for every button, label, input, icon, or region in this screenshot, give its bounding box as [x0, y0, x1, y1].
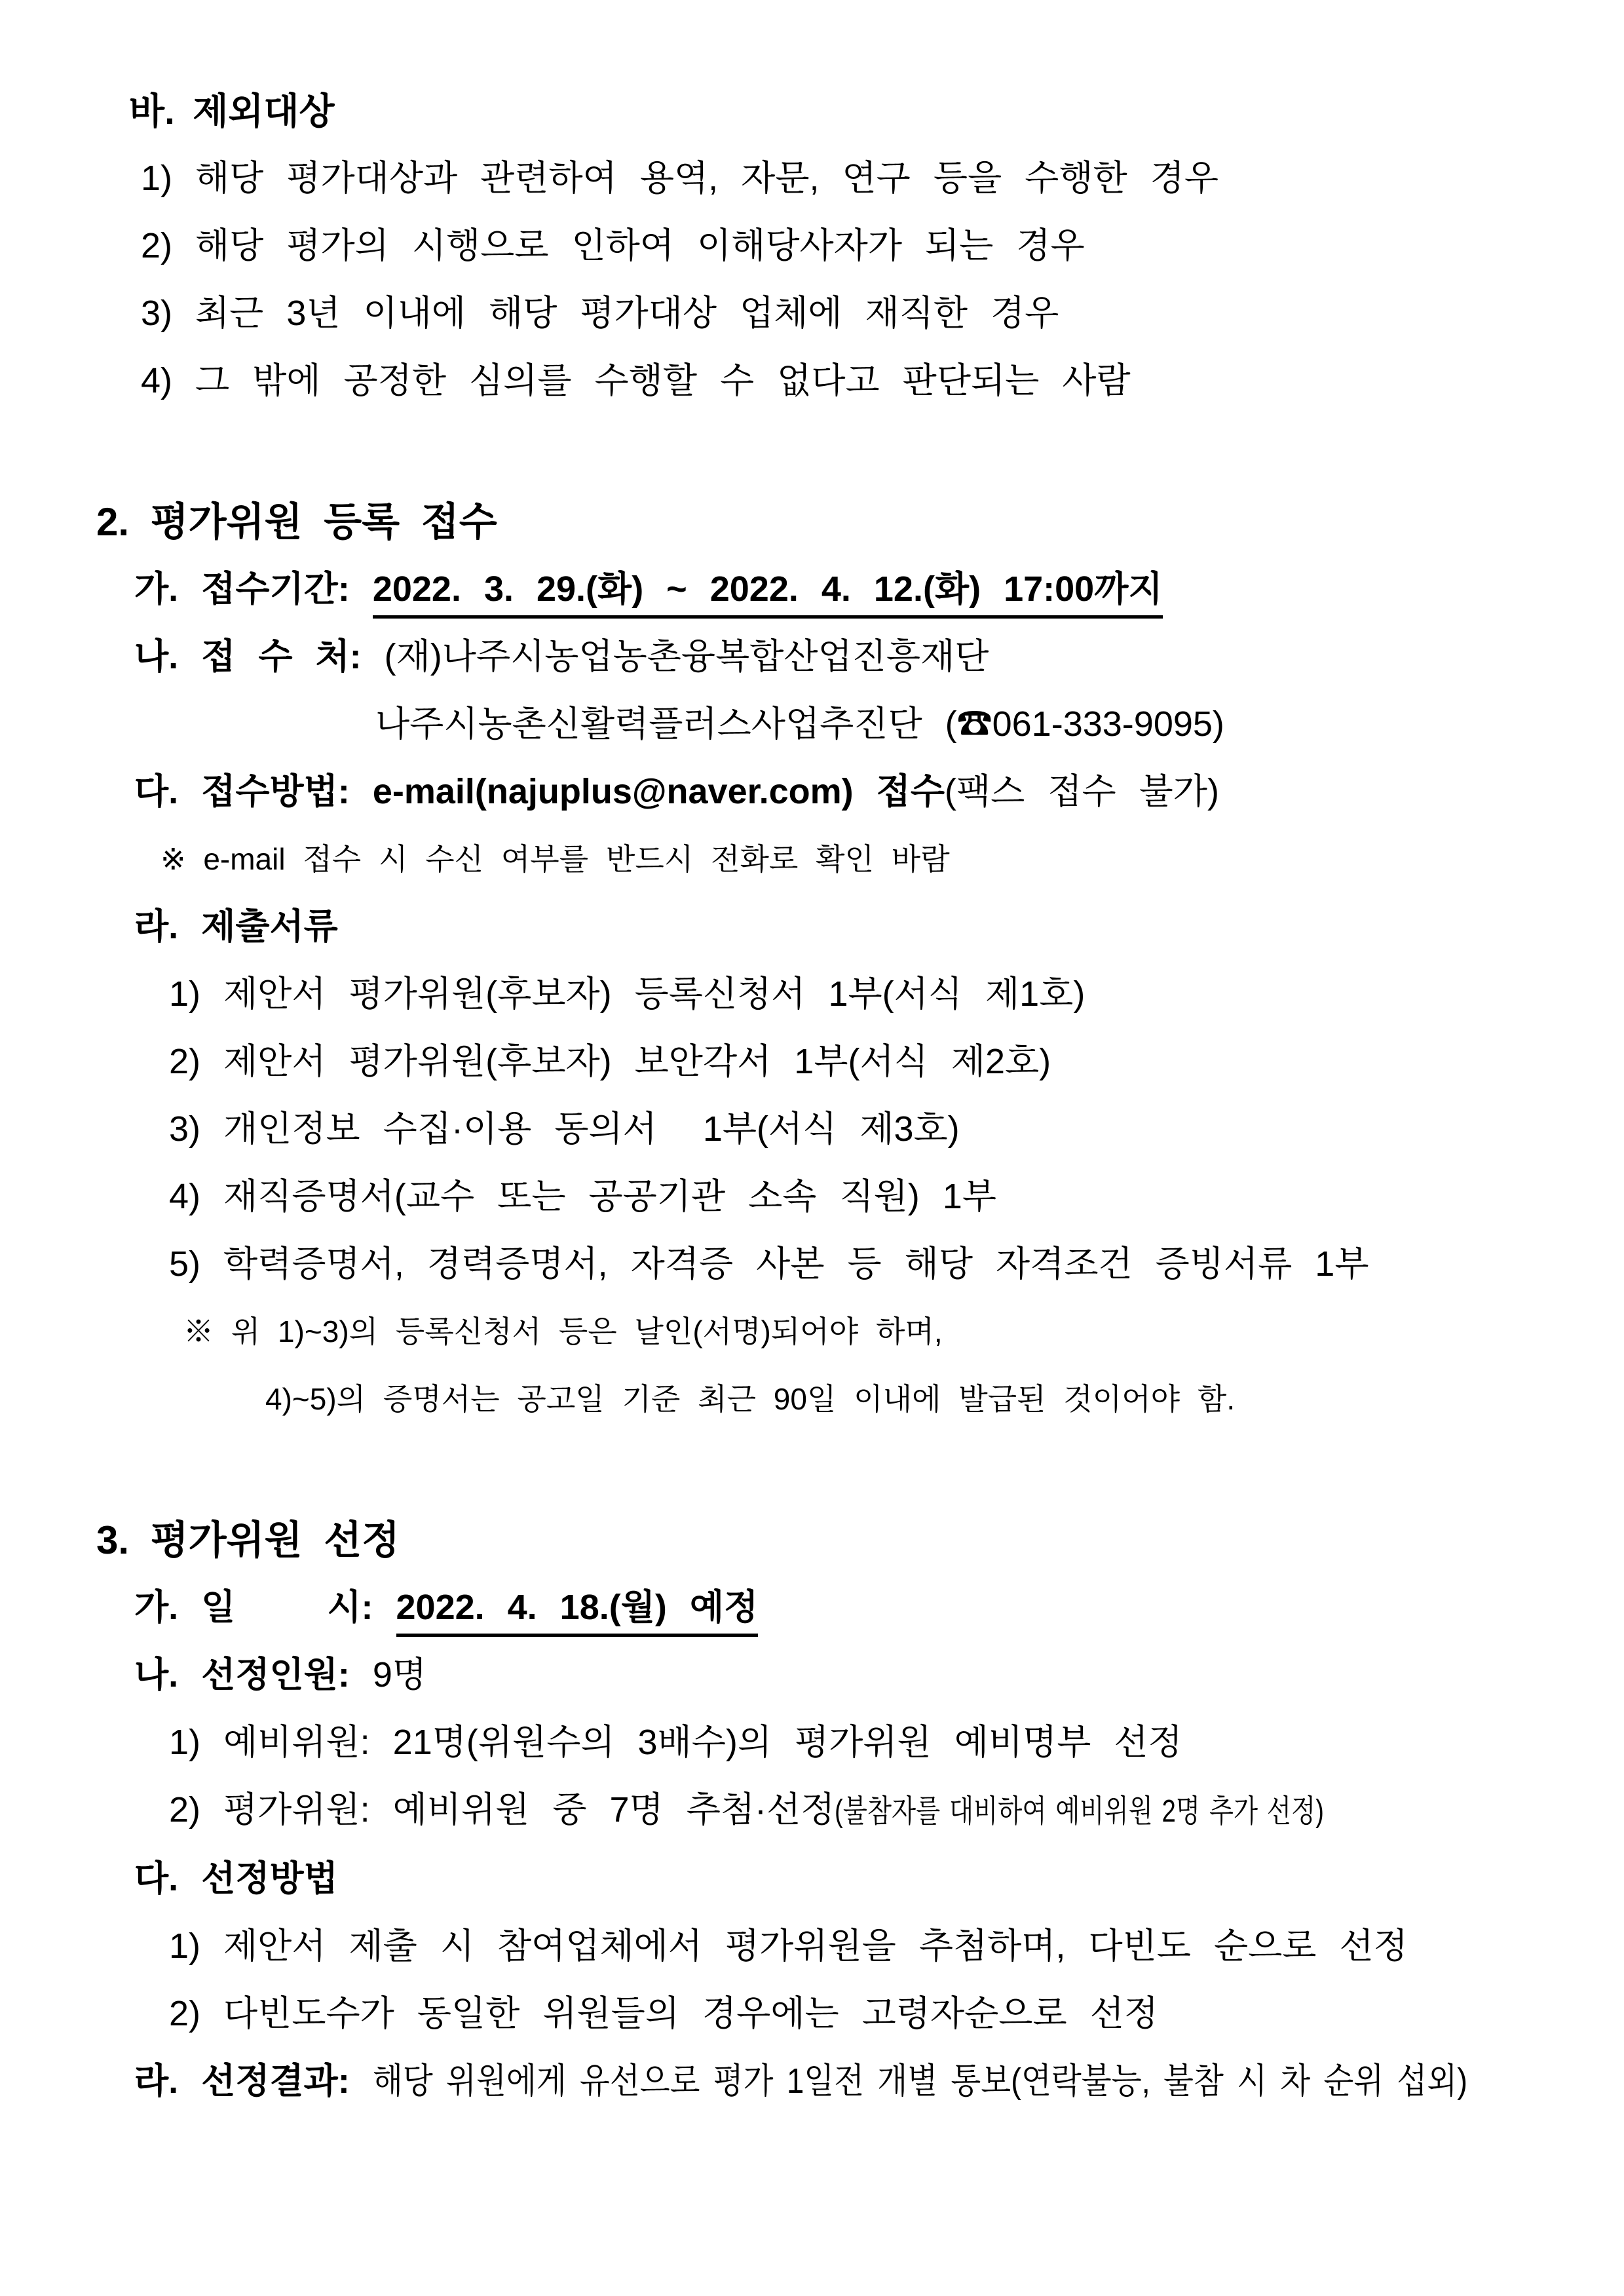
docs-item-1: 1) 제안서 평가위원(후보자) 등록신청서 1부(서식 제1호)	[169, 974, 1086, 1014]
selection-result-label: 라. 선정결과:	[134, 2061, 373, 2101]
docs-note-line2: 4)~5)의 증명서는 공고일 기준 최근 90일 이내에 발급된 것이어야 함.	[265, 1382, 1236, 1416]
registration-office-line	[134, 623, 1624, 691]
registration-office-label: 나. 접 수 처:	[134, 637, 385, 676]
docs-note-line1: ※ 위 1)~3)의 등록신청서 등은 날인(서명)되어야 하며,	[183, 1314, 943, 1349]
registration-method-note: ※ e-mail 접수 시 수신 여부를 반드시 전화로 확인 바람	[161, 842, 950, 876]
registration-office-phone: (☎061-333-9095)	[945, 704, 1224, 744]
selection-count-line	[134, 1641, 1624, 1709]
exclusion-item-2: 2) 해당 평가의 시행으로 인하여 이해당사자가 되는 경우	[141, 226, 1085, 265]
exclusion-item-1: 1) 해당 평가대상과 관련하여 용역, 자문, 연구 등을 수행한 경우	[141, 159, 1218, 198]
exclusion-heading: 바. 제외대상	[129, 90, 335, 132]
selection-result-value: 해당 위원에게 유선으로 평가 1일전 개별 통보(연락불능, 불참 시 차 순위 섭외)	[372, 2061, 1467, 2101]
selection-committee-paren: (불참자를 대비하여 예비위원 2명 추가 선정)	[835, 1794, 1325, 1829]
docs-item-5: 5) 학력증명서, 경력증명서, 자격증 사본 등 해당 자격조건 증빙서류 1부	[169, 1244, 1369, 1284]
registration-docs-heading: 라. 제출서류	[134, 907, 338, 946]
selection-count-value: 9명	[372, 1655, 427, 1694]
docs-item-4: 4) 재직증명서(교수 또는 공공기관 소속 직원) 1부	[169, 1177, 996, 1216]
selection-date-label: 가. 일 시:	[134, 1588, 396, 1627]
selection-heading: 3. 평가위원 선정	[96, 1518, 400, 1562]
selection-date-value: 2022. 4. 18.(월) 예정	[396, 1588, 759, 1637]
selection-committee-item	[169, 1776, 1624, 1845]
selection-candidates-item: 1) 예비위원: 21명(위원수의 3배수)의 평가위원 예비명부 선정	[169, 1723, 1182, 1762]
selection-date-line	[134, 1574, 1624, 1641]
registration-period-label: 가. 접수기간:	[134, 569, 373, 609]
registration-heading: 2. 평가위원 등록 접수	[96, 500, 497, 544]
registration-office-value: (재)나주시농업농촌융복합산업진흥재단	[384, 637, 989, 676]
registration-office-line2	[375, 691, 1624, 758]
registration-office-value2: 나주시농촌신활력플러스사업추진단	[375, 704, 945, 744]
registration-method-value: e-mail(najuplus@naver.com) 접수	[372, 772, 945, 811]
exclusion-item-4: 4) 그 밖에 공정한 심의를 수행할 수 없다고 판단되는 사람	[141, 361, 1131, 400]
docs-item-3: 3) 개인정보 수집·이용 동의서 1부(서식 제3호)	[169, 1109, 960, 1149]
selection-method-item-1: 1) 제안서 제출 시 참여업체에서 평가위원을 추첨하며, 다빈도 순으로 선정	[169, 1926, 1408, 1966]
selection-result-line	[134, 2048, 1624, 2115]
exclusion-item-3: 3) 최근 3년 이내에 해당 평가대상 업체에 재직한 경우	[141, 294, 1059, 333]
selection-method-heading: 다. 선정방법	[134, 1859, 338, 1898]
docs-item-2: 2) 제안서 평가위원(후보자) 보안각서 1부(서식 제2호)	[169, 1042, 1051, 1081]
registration-method-line	[134, 758, 1624, 826]
registration-method-suffix: (팩스 접수 불가)	[945, 772, 1219, 811]
registration-period-value: 2022. 3. 29.(화) ~ 2022. 4. 12.(화) 17:00까지	[373, 569, 1163, 619]
registration-period-line	[134, 556, 1624, 623]
selection-count-label: 나. 선정인원:	[134, 1655, 373, 1694]
selection-method-item-2: 2) 다빈도수가 동일한 위원들의 경우에는 고령자순으로 선정	[169, 1994, 1158, 2033]
selection-committee-main: 2) 평가위원: 예비위원 중 7명 추첨·선정	[169, 1790, 835, 1829]
registration-method-label: 다. 접수방법:	[134, 772, 373, 811]
